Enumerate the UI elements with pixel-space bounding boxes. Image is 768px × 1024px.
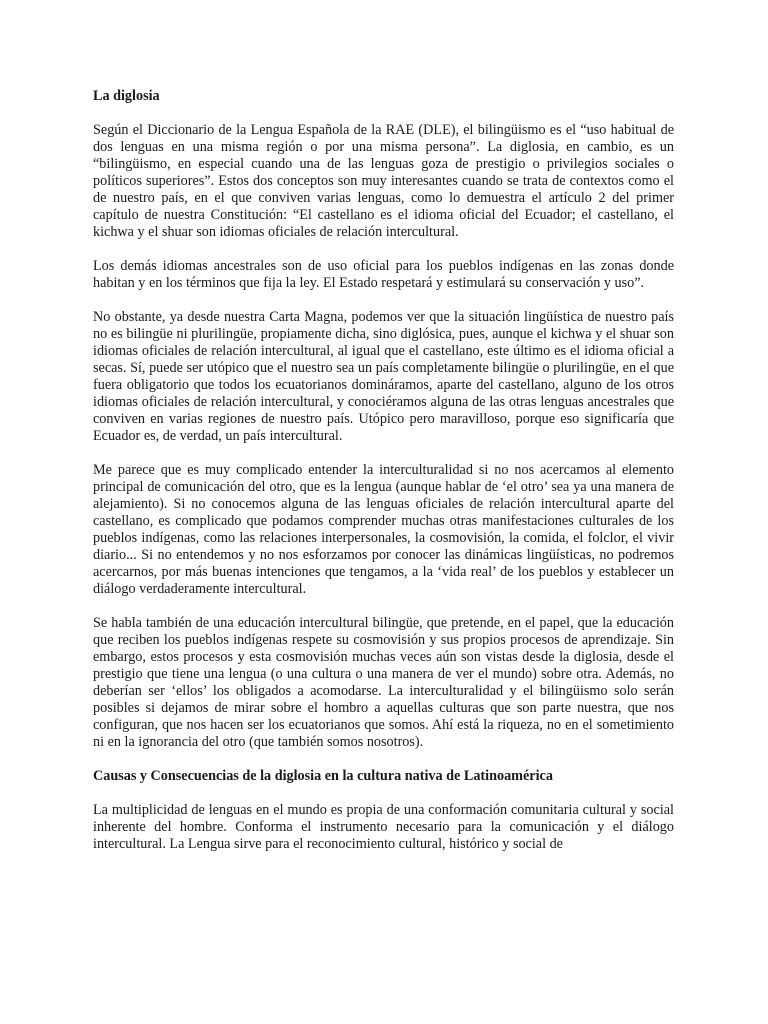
paragraph-educacion-intercultural: Se habla también de una educación intercultural bilingüe, que pretende, en el papel, que la educación que reciben los pueblos indígenas respete su cosmovisión y sus propios procesos de aprendizaje. Sin embargo, estos procesos y esta cosmovisión muchas veces aún son vistas desde la diglosia, desde el prestigio que tiene una lengua (o una cultura o una manera de ver el mundo) sobre otra. Además, no deberían ser ‘ellos’ los obligados a acomodarse. La interculturalidad y el bilingüismo solo serán posibles si dejamos de mirar sobre el hombro a aquellas culturas que son parte nuestra, que nos configuran, que nos hacen ser los ecuatorianos que somos. Ahí está la riqueza, no en el sometimiento ni en la ignorancia del otro (que también somos nosotros). bbox=[93, 615, 674, 750]
paragraph-bilinguismo-definition: Según el Diccionario de la Lengua Española de la RAE (DLE), el bilingüismo es el “uso habitual de dos lenguas en una misma región o por una misma persona”. La diglosia, en cambio, es un “bilingüismo, en especial cuando una de las lenguas goza de prestigio o privilegios sociales o políticos superiores”. Estos dos conceptos son muy interesantes cuando se trata de contextos como el de nuestro país, en el que conviven varias lenguas, como lo demuestra el artículo 2 del primer capítulo de nuestra Constitución: “El castellano es el idioma oficial del Ecuador; el castellano, el kichwa y el shuar son idiomas oficiales de relación intercultural. bbox=[93, 122, 674, 240]
paragraph-interculturalidad: Me parece que es muy complicado entender la interculturalidad si no nos acercamos al elemento principal de comunicación del otro, que es la lengua (aunque hablar de ‘el otro’ sea ya una manera de alejamiento). Si no conocemos alguna de las lenguas oficiales de relación intercultural aparte del castellano, es complicado que podamos comprender muchas otras manifestaciones culturales de los pueblos indígenas, como las relaciones interpersonales, la cosmovisión, la comida, el folclor, el vivir diario... Si no entendemos y no nos esforzamos por conocer las dinámicas lingüísticas, no podremos acercarnos, por más buenas intenciones que tengamos, a la ‘vida real’ de los pueblos y establecer un diálogo verdaderamente intercultural. bbox=[93, 462, 674, 597]
paragraph-ancestral-languages: Los demás idiomas ancestrales son de uso oficial para los pueblos indígenas en las zonas donde habitan y en los términos que fija la ley. El Estado respetará y estimulará su conservación y uso”. bbox=[93, 258, 674, 291]
section-title: Causas y Consecuencias de la diglosia en la cultura nativa de Latinoamérica bbox=[93, 768, 553, 784]
document-title: La diglosia bbox=[93, 88, 160, 104]
paragraph-multiplicidad-lenguas: La multiplicidad de lenguas en el mundo es propia de una conformación comunitaria cultural y social inherente del hombre. Conforma el instrumento necesario para la comunicación y el diálogo intercultural. La Lengua sirve para el reconocimiento cultural, histórico y social de bbox=[93, 802, 674, 852]
document-page bbox=[93, 86, 674, 853]
paragraph-carta-magna: No obstante, ya desde nuestra Carta Magna, podemos ver que la situación lingüística de nuestro país no es bilingüe ni plurilingüe, propiamente dicha, sino diglósica, pues, aunque el kichwa y el shuar son idiomas oficiales de relación intercultural, al igual que el castellano, este último es el idioma oficial a secas. Sí, puede ser utópico que el nuestro sea un país completamente bilingüe o plurilingüe, en el que fuera obligatorio que todos los ecuatorianos domináramos, aparte del castellano, alguno de los otros idiomas oficiales de relación intercultural, y conociéramos alguna de las otras lenguas ancestrales que conviven en varias regiones de nuestro país. Utópico pero maravilloso, porque eso significaría que Ecuador es, de verdad, un país intercultural. bbox=[93, 309, 674, 444]
